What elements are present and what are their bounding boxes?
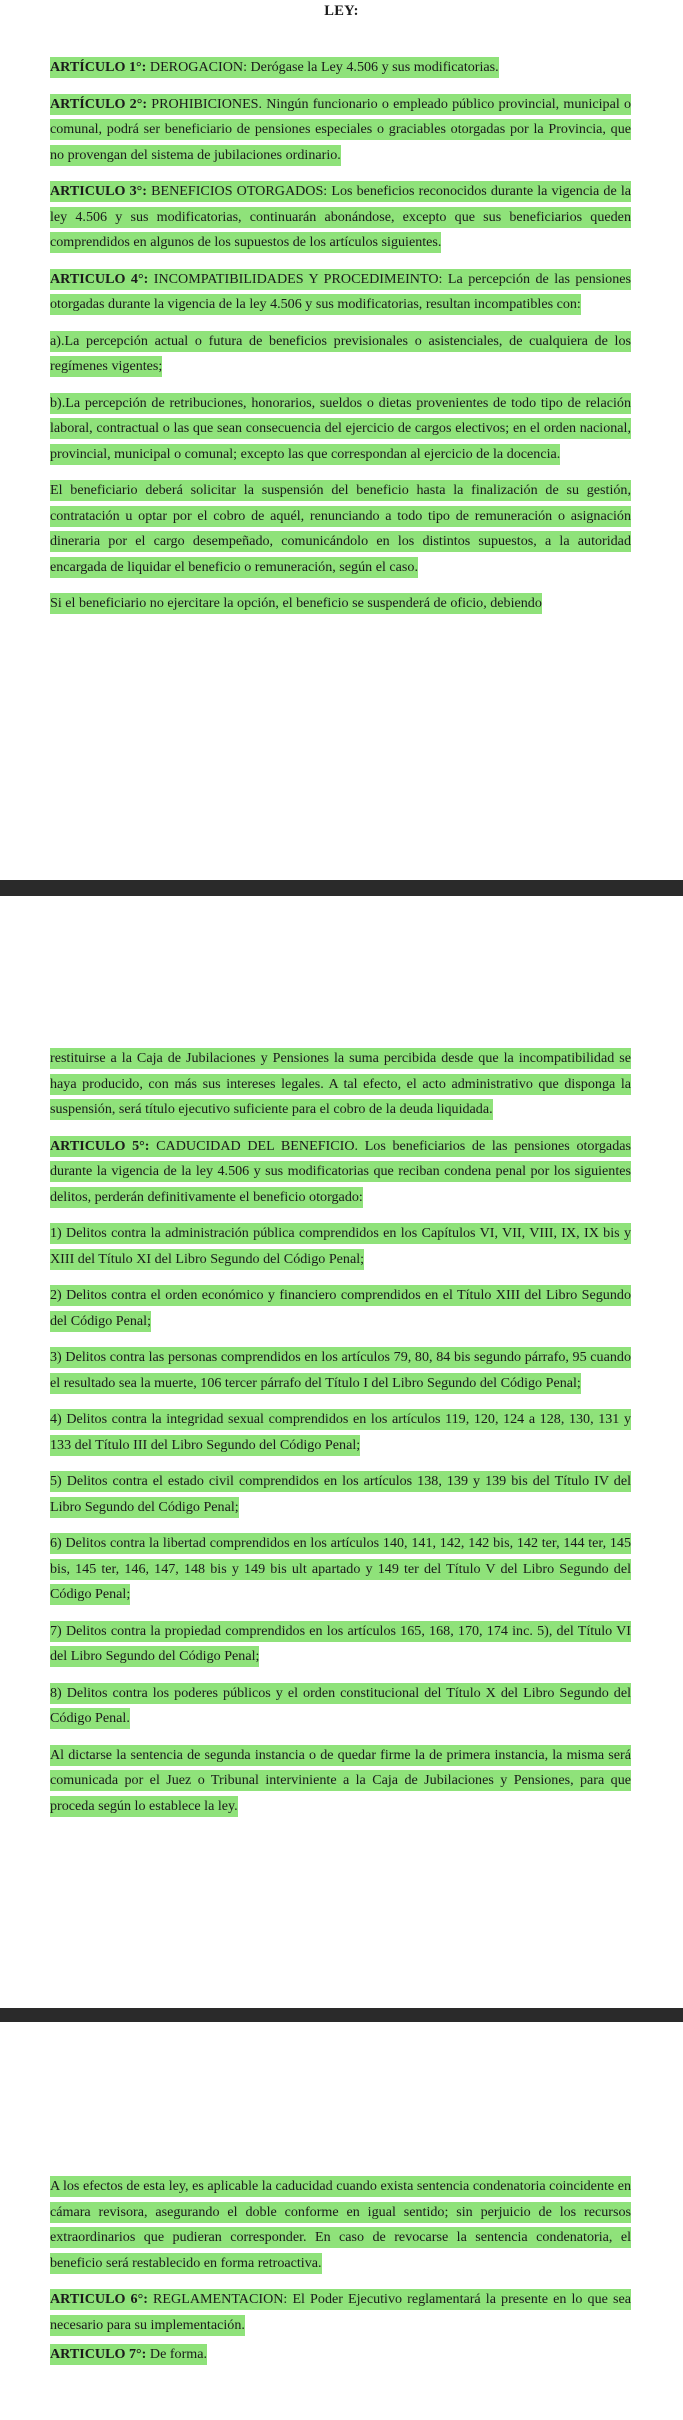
article-1 bbox=[50, 55, 631, 81]
crime-item-text: 5) Delitos contra el estado civil comprendidos en los artículos 138, 139 y 139 bis del Título IV del Libro Segundo del Código Penal; bbox=[50, 1471, 631, 1518]
incompatibility-b bbox=[50, 391, 631, 468]
article-3-text: BENEFICIOS OTORGADOS: Los beneficios reconocidos durante la vigencia de la ley 4.506 y sus modificatorias, continuarán abonándose, excepto que sus beneficiarios queden comprendidos en algunos de los supuestos de los artículos siguientes. bbox=[50, 183, 631, 250]
crime-item-text: 8) Delitos contra los poderes públicos y el orden constitucional del Título X del Libro Segundo del Código Penal. bbox=[50, 1683, 631, 1730]
article-5 bbox=[50, 1134, 631, 1211]
article-7 bbox=[50, 2342, 631, 2368]
article-1-text: DEROGACION: Derógase la Ley 4.506 y sus modificatorias. bbox=[146, 59, 499, 75]
option-start-text: Si el beneficiario no ejercitare la opción, el beneficio se suspenderá de oficio, debiendo bbox=[50, 593, 542, 614]
article-7-text: De forma. bbox=[146, 2346, 208, 2362]
document-page-3 bbox=[0, 2022, 683, 2420]
document-page-1 bbox=[0, 0, 683, 880]
article-2-heading: ARTÍCULO 2°: bbox=[50, 95, 148, 112]
crime-item-text: 1) Delitos contra la administración pública comprendidos en los Capítulos VI, VII, VIII, IX, IX bis y XIII del Título XI del Libro Segundo del Código Penal; bbox=[50, 1223, 631, 1270]
article-4-heading: ARTICULO 4°: bbox=[50, 270, 149, 287]
option-cont-text: restituirse a la Caja de Jubilaciones y Pensiones la suma percibida desde que la incompatibilidad se haya producido, con más sus intereses legales. A tal efecto, el acto administrativo que disponga la suspensión, será título ejecutivo suficiente para el cobro de la deuda liquidada. bbox=[50, 1048, 631, 1120]
page-2-content bbox=[50, 1046, 631, 1830]
article-1-heading: ARTÍCULO 1°: bbox=[50, 59, 147, 75]
suspension-text: El beneficiario deberá solicitar la suspensión del beneficio hasta la finalización de su gestión, contratación u optar por el cobro de aquél, renunciando a todo tipo de remuneración o asignación dineraria por el cargo desempeñado, comunicándolo en los distintos supuestos, a la autoridad encargada de liquidar el beneficio o remuneración, según el caso. bbox=[50, 480, 631, 578]
crime-item bbox=[50, 1345, 631, 1396]
option-paragraph-start bbox=[50, 591, 631, 617]
caducidad-paragraph bbox=[50, 2174, 631, 2276]
article-5-text: CADUCIDAD DEL BENEFICIO. Los beneficiarios de las pensiones otorgadas durante la vigencia de la ley 4.506 y sus modificatorias que reciban condena penal por los siguientes delitos, perderán definitivamente el beneficio otorgado: bbox=[50, 1137, 631, 1205]
article-3 bbox=[50, 179, 631, 256]
incompatibility-a bbox=[50, 329, 631, 380]
article-6 bbox=[50, 2287, 631, 2338]
page-separator bbox=[0, 2008, 683, 2022]
article-2 bbox=[50, 92, 631, 169]
incompatibility-a-text: a).La percepción actual o futura de beneficios previsionales o asistenciales, de cualquiera de los regímenes vigentes; bbox=[50, 331, 631, 378]
crime-item-text: 4) Delitos contra la integridad sexual comprendidos en los artículos 119, 120, 124 a 128, 130, 131 y 133 del Título III del Libro Segundo del Código Penal; bbox=[50, 1409, 631, 1456]
crime-item bbox=[50, 1221, 631, 1272]
crime-item bbox=[50, 1469, 631, 1520]
crime-item bbox=[50, 1407, 631, 1458]
incompatibility-b-text: b).La percepción de retribuciones, honorarios, sueldos o dietas provenientes de todo tipo de relación laboral, contractual o las que sean consecuencia del ejercicio de cargos electivos; en el orden nacional, provincial, municipal o comunal; excepto las que correspondan al ejercicio de la docencia. bbox=[50, 393, 631, 465]
crime-item bbox=[50, 1531, 631, 1608]
article-4-text: INCOMPATIBILIDADES Y PROCEDIMEINTO: La percepción de las pensiones otorgadas durante la vigencia de la ley 4.506 y sus modificatorias, resultan incompatibles con: bbox=[50, 270, 631, 312]
option-paragraph-continued bbox=[50, 1046, 631, 1123]
article-6-text: REGLAMENTACION: El Poder Ejecutivo reglamentará la presente en lo que sea necesario para su implementación. bbox=[50, 2291, 631, 2333]
sentence-paragraph bbox=[50, 1743, 631, 1820]
caducidad-text: A los efectos de esta ley, es aplicable la caducidad cuando exista sentencia condenatoria coincidente en cámara revisora, asegurando el doble conforme en igual sentido; sin perjuicio de los recursos extraordinarios que pudieran corresponder. En caso de revocarse la sentencia condenatoria, el beneficio será restablecido en forma retroactiva. bbox=[50, 2176, 631, 2274]
document-title: LEY: bbox=[324, 3, 359, 19]
article-5-heading: ARTICULO 5°: bbox=[50, 1137, 150, 1154]
article-6-heading: ARTICULO 6°: bbox=[50, 2291, 148, 2307]
document-page-2 bbox=[0, 896, 683, 2008]
crime-item bbox=[50, 1283, 631, 1334]
crime-item-text: 6) Delitos contra la libertad comprendidos en los artículos 140, 141, 142, 142 bis, 142 ter, 144 ter, 145 bis, 145 ter, 146, 147, 148 bis y 149 bis ult apartado y 149 ter del Título V del Libro Segundo del Código Penal; bbox=[50, 1533, 631, 1605]
article-3-heading: ARTICULO 3°: bbox=[50, 183, 147, 199]
article-4 bbox=[50, 267, 631, 318]
crime-item bbox=[50, 1681, 631, 1732]
suspension-paragraph bbox=[50, 478, 631, 580]
crime-item-text: 2) Delitos contra el orden económico y financiero comprendidos en el Título XIII del Libro Segundo del Código Penal; bbox=[50, 1285, 631, 1332]
sentence-text: Al dictarse la sentencia de segunda instancia o de quedar firme la de primera instancia, la misma será comunicada por el Juez o Tribunal interviniente a la Caja de Jubilaciones y Pensiones, para que proceda según lo establece la ley. bbox=[50, 1745, 631, 1817]
crime-item-text: 7) Delitos contra la propiedad comprendidos en los artículos 165, 168, 170, 174 inc. 5), del Título VI del Libro Segundo del Código Penal; bbox=[50, 1621, 631, 1668]
page-3-content bbox=[50, 2174, 631, 2379]
crime-item bbox=[50, 1619, 631, 1670]
crime-item-text: 3) Delitos contra las personas comprendidos en los artículos 79, 80, 84 bis segundo párrafo, 95 cuando el resultado sea la muerte, 106 tercer párrafo del Título I del Libro Segundo del Código Penal; bbox=[50, 1347, 631, 1394]
page-1-content bbox=[50, 55, 631, 617]
article-2-text: PROHIBICIONES. Ningún funcionario o empleado público provincial, municipal o comunal, podrá ser beneficiario de pensiones especiales o graciables otorgadas por la Provincia, que no provengan del sistema de jubilaciones ordinario. bbox=[50, 95, 632, 163]
page-separator bbox=[0, 880, 683, 896]
article-7-heading: ARTICULO 7°: bbox=[50, 2346, 147, 2362]
